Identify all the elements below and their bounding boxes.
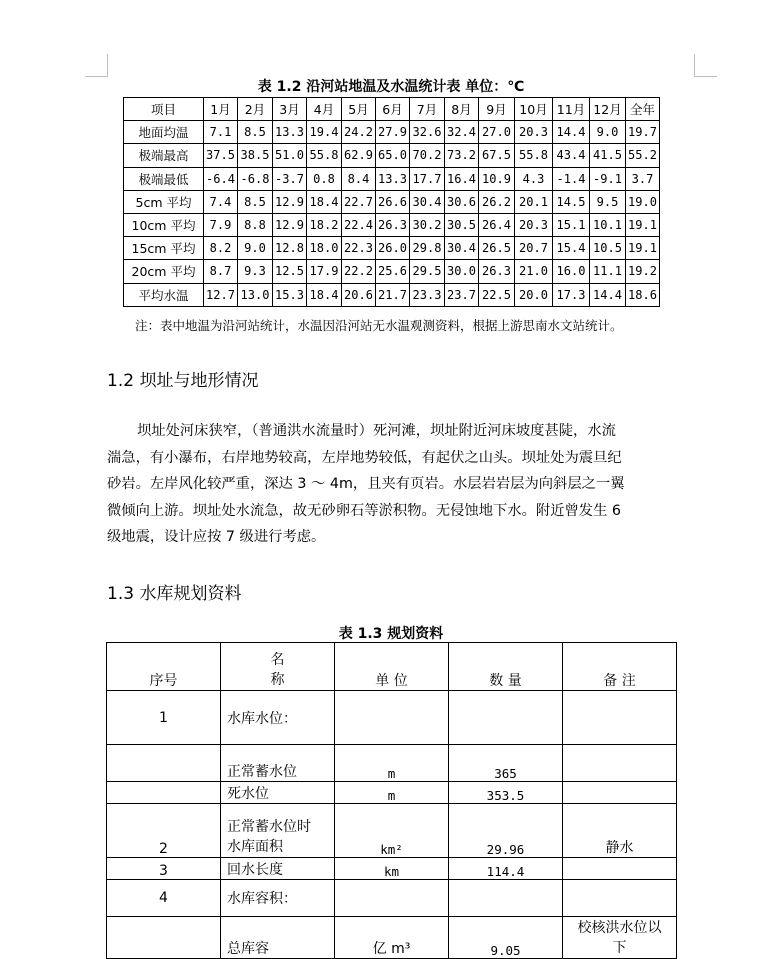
header-month: 10月 bbox=[515, 98, 553, 121]
ground-water-temperature-table bbox=[123, 97, 660, 307]
table-cell: 24.2 bbox=[342, 121, 376, 144]
table-cell: 73.2 bbox=[445, 144, 479, 167]
section-heading-1-3: 1.3 水库规划资料 bbox=[107, 584, 242, 604]
table-row bbox=[107, 691, 677, 745]
table-cell: 30.4 bbox=[445, 237, 479, 260]
table-cell: 37.5 bbox=[204, 144, 238, 167]
table-cell: -6.4 bbox=[204, 167, 238, 190]
table-cell: 20.7 bbox=[515, 237, 553, 260]
paragraph-line: 微倾向上游。坝址处水流急，故无砂卵石等淤积物。无侵蚀地下水。附近曾发生 6 bbox=[107, 502, 622, 519]
table-cell: 21.7 bbox=[376, 283, 410, 306]
table-cell: 22.3 bbox=[342, 237, 376, 260]
header-month: 8月 bbox=[445, 98, 479, 121]
cell-unit: km² bbox=[335, 804, 449, 858]
table-cell: 26.2 bbox=[479, 190, 515, 213]
table-cell: 17.7 bbox=[410, 167, 445, 190]
table-cell: 19.1 bbox=[626, 237, 660, 260]
table-cell: 9.5 bbox=[590, 190, 626, 213]
cell-remark bbox=[563, 917, 677, 959]
header-item: 项目 bbox=[124, 98, 204, 121]
table-cell: 13.0 bbox=[238, 283, 273, 306]
table-cell: 26.6 bbox=[376, 190, 410, 213]
cell-seq bbox=[107, 917, 221, 959]
table-cell: 26.3 bbox=[376, 213, 410, 236]
header-month: 全年 bbox=[626, 98, 660, 121]
table-cell: 7.4 bbox=[204, 190, 238, 213]
header-name bbox=[221, 643, 335, 691]
header-remark: 备 注 bbox=[563, 643, 677, 691]
table-cell: 18.4 bbox=[307, 190, 342, 213]
table-cell: 15.1 bbox=[553, 213, 590, 236]
cell-name-line: 正常蓄水位时 bbox=[227, 819, 311, 835]
row-label: 10cm 平均 bbox=[124, 213, 204, 236]
header-seq: 序号 bbox=[107, 643, 221, 691]
table-row bbox=[124, 260, 660, 283]
table-row bbox=[124, 167, 660, 190]
table-cell: 4.3 bbox=[515, 167, 553, 190]
paragraph-line: 砂岩。左岸风化较严重，深达 3 ～ 4m，且夹有页岩。水层岩岩层为向斜层之一翼 bbox=[107, 476, 625, 493]
header-name-top: 名 bbox=[270, 652, 285, 668]
table-cell: 26.4 bbox=[479, 213, 515, 236]
table-cell: 22.5 bbox=[479, 283, 515, 306]
table-row bbox=[124, 121, 660, 144]
section-heading-1-2: 1.2 坝址与地形情况 bbox=[107, 371, 259, 391]
table-cell: 55.8 bbox=[515, 144, 553, 167]
table-cell: 25.6 bbox=[376, 260, 410, 283]
page-corner-mark-left bbox=[85, 54, 108, 77]
table-cell: 19.7 bbox=[626, 121, 660, 144]
row-label: 极端最高 bbox=[124, 144, 204, 167]
table-cell: 17.9 bbox=[307, 260, 342, 283]
cell-name: 正常蓄水位 bbox=[221, 745, 335, 782]
table-cell: 16.4 bbox=[445, 167, 479, 190]
table-cell: 10.1 bbox=[590, 213, 626, 236]
cell-remark bbox=[563, 858, 677, 880]
table-cell: 23.3 bbox=[410, 283, 445, 306]
cell-name: 死水位 bbox=[221, 782, 335, 804]
table-cell: 20.6 bbox=[342, 283, 376, 306]
table-cell: 14.4 bbox=[590, 283, 626, 306]
table-cell: -9.1 bbox=[590, 167, 626, 190]
table-cell: 20.1 bbox=[515, 190, 553, 213]
row-label: 极端最低 bbox=[124, 167, 204, 190]
cell-name: 水库水位： bbox=[221, 691, 335, 745]
cell-name: 回水长度 bbox=[221, 858, 335, 880]
table-cell: 65.0 bbox=[376, 144, 410, 167]
header-month: 6月 bbox=[376, 98, 410, 121]
table-cell: 16.0 bbox=[553, 260, 590, 283]
table-row bbox=[107, 782, 677, 804]
table-cell: -3.7 bbox=[273, 167, 307, 190]
table-cell: 8.5 bbox=[238, 121, 273, 144]
table-cell: 0.8 bbox=[307, 167, 342, 190]
table-cell: 15.4 bbox=[553, 237, 590, 260]
section-1-2-paragraph bbox=[107, 418, 677, 551]
header-name-bottom: 称 bbox=[270, 672, 285, 688]
table-cell: 19.2 bbox=[626, 260, 660, 283]
page-corner-mark-right bbox=[694, 54, 717, 77]
row-label: 5cm 平均 bbox=[124, 190, 204, 213]
cell-unit: km bbox=[335, 858, 449, 880]
table-cell: 23.7 bbox=[445, 283, 479, 306]
row-label: 地面均温 bbox=[124, 121, 204, 144]
table-note: 注：表中地温为沿河站统计，水温因沿河站无水温观测资料，根据上游思南水文站统计。 bbox=[135, 318, 623, 333]
table-cell: 10.9 bbox=[479, 167, 515, 190]
table-cell: 19.4 bbox=[307, 121, 342, 144]
cell-qty: 365 bbox=[449, 745, 563, 782]
table-cell: 67.5 bbox=[479, 144, 515, 167]
cell-seq: 3 bbox=[107, 858, 221, 880]
table-cell: -6.8 bbox=[238, 167, 273, 190]
cell-unit: 亿 m³ bbox=[335, 917, 449, 959]
table-cell: 8.7 bbox=[204, 260, 238, 283]
table-row bbox=[124, 283, 660, 306]
table-header-row bbox=[107, 643, 677, 691]
table-cell: 43.4 bbox=[553, 144, 590, 167]
table-row bbox=[124, 190, 660, 213]
table-cell: 9.0 bbox=[238, 237, 273, 260]
table-cell: 32.6 bbox=[410, 121, 445, 144]
cell-unit bbox=[335, 880, 449, 917]
cell-unit: m bbox=[335, 745, 449, 782]
cell-qty: 353.5 bbox=[449, 782, 563, 804]
table-cell: 32.4 bbox=[445, 121, 479, 144]
table-cell: 26.3 bbox=[479, 260, 515, 283]
table-cell: 19.1 bbox=[626, 213, 660, 236]
header-month: 4月 bbox=[307, 98, 342, 121]
table-cell: 11.1 bbox=[590, 260, 626, 283]
table-cell: 30.0 bbox=[445, 260, 479, 283]
table-cell: 41.5 bbox=[590, 144, 626, 167]
row-label: 平均水温 bbox=[124, 283, 204, 306]
table-row bbox=[107, 880, 677, 917]
table-cell: 22.4 bbox=[342, 213, 376, 236]
cell-qty: 114.4 bbox=[449, 858, 563, 880]
table-cell: 27.0 bbox=[479, 121, 515, 144]
table-cell: 10.5 bbox=[590, 237, 626, 260]
table-row bbox=[124, 213, 660, 236]
table-cell: 8.4 bbox=[342, 167, 376, 190]
table-cell: 62.9 bbox=[342, 144, 376, 167]
table-cell: 8.8 bbox=[238, 213, 273, 236]
cell-name: 水库容积： bbox=[221, 880, 335, 917]
table-row bbox=[107, 804, 677, 858]
cell-remark: 静水 bbox=[563, 804, 677, 858]
cell-remark-line: 下 bbox=[612, 940, 627, 956]
paragraph-line: 坝址处河床狭窄，（普通洪水流量时）死河滩，坝址附近河床坡度甚陡，水流 bbox=[137, 423, 616, 439]
row-label: 20cm 平均 bbox=[124, 260, 204, 283]
table-cell: 12.8 bbox=[273, 237, 307, 260]
table-cell: 26.5 bbox=[479, 237, 515, 260]
table-row bbox=[107, 917, 677, 959]
table-cell: 14.4 bbox=[553, 121, 590, 144]
cell-remark bbox=[563, 691, 677, 745]
cell-name bbox=[221, 804, 335, 858]
table-cell: 18.4 bbox=[307, 283, 342, 306]
table-cell: 20.0 bbox=[515, 283, 553, 306]
table-cell: 18.6 bbox=[626, 283, 660, 306]
table-1-2-caption: 表 1.2 沿河站地温及水温统计表 单位：℃ bbox=[257, 79, 525, 95]
table-cell: 27.9 bbox=[376, 121, 410, 144]
table-cell: 29.5 bbox=[410, 260, 445, 283]
table-cell: 21.0 bbox=[515, 260, 553, 283]
table-cell: 26.0 bbox=[376, 237, 410, 260]
cell-seq bbox=[107, 745, 221, 782]
table-cell: -1.4 bbox=[553, 167, 590, 190]
table-row bbox=[107, 745, 677, 782]
cell-remark bbox=[563, 745, 677, 782]
table-row bbox=[124, 144, 660, 167]
table-cell: 13.3 bbox=[376, 167, 410, 190]
header-month: 7月 bbox=[410, 98, 445, 121]
table-cell: 30.6 bbox=[445, 190, 479, 213]
cell-qty: 29.96 bbox=[449, 804, 563, 858]
table-row bbox=[124, 237, 660, 260]
cell-unit: m bbox=[335, 782, 449, 804]
cell-qty bbox=[449, 880, 563, 917]
table-cell: 13.3 bbox=[273, 121, 307, 144]
table-header-row bbox=[124, 98, 660, 121]
cell-seq: 1 bbox=[107, 691, 221, 745]
table-cell: 29.8 bbox=[410, 237, 445, 260]
table-cell: 22.7 bbox=[342, 190, 376, 213]
header-month: 12月 bbox=[590, 98, 626, 121]
header-month: 9月 bbox=[479, 98, 515, 121]
table-cell: 19.0 bbox=[626, 190, 660, 213]
table-cell: 8.2 bbox=[204, 237, 238, 260]
table-cell: 18.0 bbox=[307, 237, 342, 260]
header-qty: 数 量 bbox=[449, 643, 563, 691]
table-cell: 7.9 bbox=[204, 213, 238, 236]
table-cell: 30.2 bbox=[410, 213, 445, 236]
table-cell: 9.3 bbox=[238, 260, 273, 283]
table-cell: 55.8 bbox=[307, 144, 342, 167]
table-cell: 38.5 bbox=[238, 144, 273, 167]
cell-remark-line: 校核洪水位以 bbox=[577, 920, 662, 936]
header-month: 1月 bbox=[204, 98, 238, 121]
table-cell: 17.3 bbox=[553, 283, 590, 306]
cell-name-line: 水库面积 bbox=[227, 839, 283, 855]
table-cell: 70.2 bbox=[410, 144, 445, 167]
planning-data-table bbox=[106, 642, 677, 959]
cell-remark bbox=[563, 880, 677, 917]
cell-unit bbox=[335, 691, 449, 745]
cell-qty: 9.05 bbox=[449, 917, 563, 959]
table-cell: 15.3 bbox=[273, 283, 307, 306]
table-cell: 30.4 bbox=[410, 190, 445, 213]
header-month: 5月 bbox=[342, 98, 376, 121]
table-cell: 7.1 bbox=[204, 121, 238, 144]
table-cell: 20.3 bbox=[515, 121, 553, 144]
table-cell: 12.9 bbox=[273, 213, 307, 236]
paragraph-line: 级地震，设计应按 7 级进行考虑。 bbox=[107, 529, 326, 546]
table-cell: 18.2 bbox=[307, 213, 342, 236]
paragraph-line: 湍急，有小瀑布，右岸地势较高，左岸地势较低，有起伏之山头。坝址处为震旦纪 bbox=[107, 449, 622, 466]
cell-seq: 4 bbox=[107, 880, 221, 917]
table-cell: 3.7 bbox=[626, 167, 660, 190]
table-cell: 51.0 bbox=[273, 144, 307, 167]
row-label: 15cm 平均 bbox=[124, 237, 204, 260]
table-cell: 20.3 bbox=[515, 213, 553, 236]
cell-name: 总库容 bbox=[221, 917, 335, 959]
table-cell: 12.9 bbox=[273, 190, 307, 213]
table-cell: 30.5 bbox=[445, 213, 479, 236]
cell-seq bbox=[107, 782, 221, 804]
table-cell: 12.5 bbox=[273, 260, 307, 283]
table-cell: 9.0 bbox=[590, 121, 626, 144]
cell-qty bbox=[449, 691, 563, 745]
header-unit: 单 位 bbox=[335, 643, 449, 691]
table-1-3-caption: 表 1.3 规划资料 bbox=[338, 626, 444, 642]
table-cell: 22.2 bbox=[342, 260, 376, 283]
header-month: 2月 bbox=[238, 98, 273, 121]
table-cell: 8.5 bbox=[238, 190, 273, 213]
table-cell: 55.2 bbox=[626, 144, 660, 167]
table-cell: 14.5 bbox=[553, 190, 590, 213]
header-month: 3月 bbox=[273, 98, 307, 121]
cell-seq: 2 bbox=[107, 804, 221, 858]
table-cell: 12.7 bbox=[204, 283, 238, 306]
cell-remark bbox=[563, 782, 677, 804]
table-row bbox=[107, 858, 677, 880]
header-month: 11月 bbox=[553, 98, 590, 121]
